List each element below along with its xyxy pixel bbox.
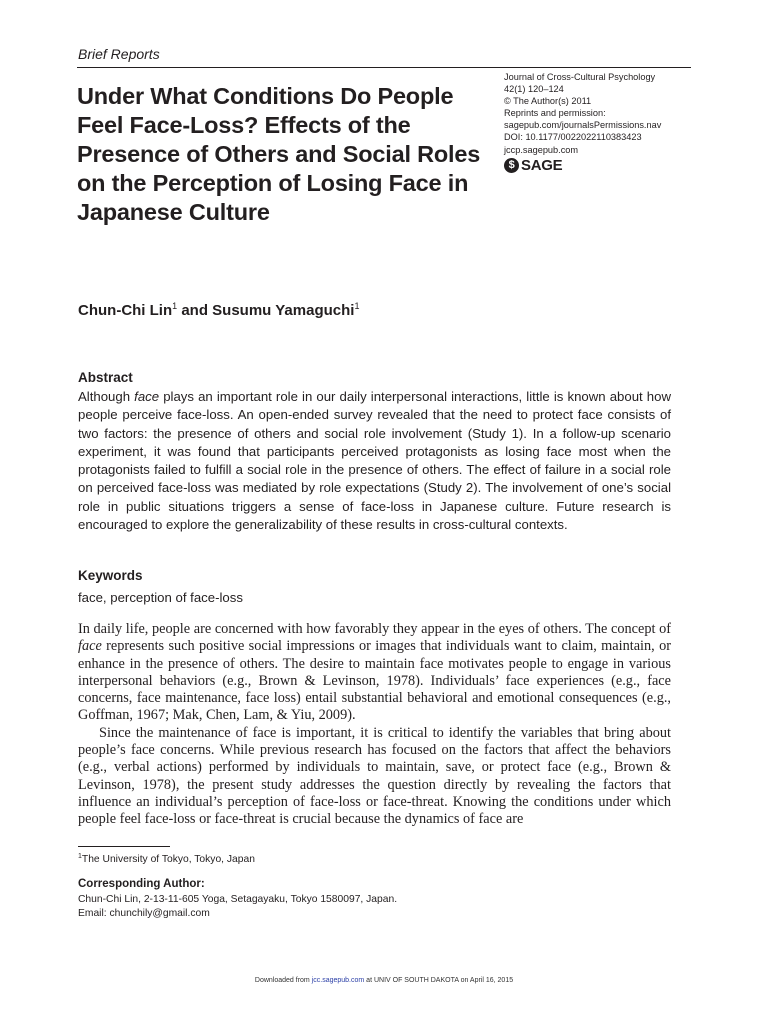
permissions-link[interactable]: sagepub.com/journalsPermissions.nav xyxy=(504,120,662,131)
sage-logo xyxy=(504,157,562,174)
affiliation-mark: 1 xyxy=(172,301,178,311)
affiliation-footnote xyxy=(78,853,255,865)
author-list xyxy=(78,301,359,319)
abstract-lead: Although xyxy=(78,389,135,404)
affiliation-text: The University of Tokyo, Tokyo, Japan xyxy=(81,854,255,865)
paragraph-part: In daily life, people are concerned with how favorably they appear in the eyes of others. The concept of xyxy=(78,621,671,637)
author-name: Chun-Chi Lin xyxy=(78,302,173,319)
corresponding-author-email[interactable]: Email: chunchily@gmail.com xyxy=(78,908,210,919)
affiliation-mark: 1 xyxy=(78,853,82,860)
author-name: Susumu Yamaguchi xyxy=(212,302,355,319)
download-note-lead: Downloaded from xyxy=(254,977,312,984)
abstract-rest: plays an important role in our daily interpersonal interactions, little is known about how people perceive face-loss. An open-ended survey revealed that the need to protect face consists of two factors: the presence of others and social role involvement (Study 1). In a follow-up scenario experiment, it was found that participants perceived protagonists as losing face most when the protagonists failed to fulfill a social role in the presence of others. The effect of failure in a social role on perceived face-loss was mediated by role expectations (Study 2). The involvement of one’s social role in public situations triggers a sense of face-loss in Japanese culture. Future research is encouraged to explore the generalizability of these results in cross-cultural contexts. xyxy=(78,389,671,533)
journal-name: Journal of Cross-Cultural Psychology xyxy=(504,72,656,82)
reprints-label: Reprints and permission: xyxy=(504,108,606,119)
download-note xyxy=(0,977,768,984)
header-rule xyxy=(77,67,691,68)
journal-site-link[interactable]: jccp.sagepub.com xyxy=(504,144,579,155)
paragraph xyxy=(78,621,671,725)
corresponding-author-address: Chun-Chi Lin, 2-13-11-605 Yoga, Setagayaku, Tokyo 1580097, Japan. xyxy=(78,894,398,905)
doi[interactable]: DOI: 10.1177/0022022110383423 xyxy=(504,132,642,143)
author-conjunction: and xyxy=(177,302,213,319)
journal-issue: 42(1) 120–124 xyxy=(504,84,564,95)
footnote-rule xyxy=(78,846,170,847)
paragraph: Since the maintenance of face is important, it is critical to identify the variables that bring about people’s face concerns. While previous research has focused on the factors that affect the behaviors (e.g., verbal actions) performed by individuals to maintain, save, or protect face (e.g., Brown & Levinson, 1978), the present study addresses the question directly by revealing the factors that influence an individual’s perception of face-loss or face-threat. Knowing the conditions under which people feel face-loss or face-threat is crucial because the dynamics of face are xyxy=(78,724,671,828)
abstract-italic-term: face xyxy=(134,389,160,404)
abstract-text xyxy=(78,388,671,534)
download-note-tail: at UNIV OF SOUTH DAKOTA on April 16, 2015 xyxy=(364,977,514,984)
corresponding-author-heading: Corresponding Author: xyxy=(78,878,205,890)
abstract-heading: Abstract xyxy=(78,370,133,385)
keywords-text: face, perception of face-loss xyxy=(78,590,243,605)
download-source-link[interactable]: jcc.sagepub.com xyxy=(311,977,365,984)
sage-logo-text: SAGE xyxy=(521,157,563,174)
affiliation-mark: 1 xyxy=(354,301,360,311)
body-text xyxy=(78,621,671,829)
paragraph-part: represents such positive social impressions or images that individuals want to claim, maintain, or enhance in the presence of others. The desire to maintain face motivates people to engage in various interpersonal behaviors (e.g., Brown & Levinson, 1978). Individuals’ face experiences (e.g., face concerns, face maintenance, face loss) entail substantial behavioral and emotional consequences (e.g., Goffman, 1967; Mak, Chen, Lam, & Yiu, 2009). xyxy=(78,638,671,724)
journal-info xyxy=(504,71,661,156)
section-label: Brief Reports xyxy=(78,46,160,62)
keywords-heading: Keywords xyxy=(78,568,143,583)
article-title: Under What Conditions Do People Feel Face-Loss? Effects of the Presence of Others and Social Roles on the Perception of Losing Face in Japanese Culture xyxy=(77,83,481,225)
italic-term: face xyxy=(78,638,102,655)
copyright: © The Author(s) 2011 xyxy=(504,96,592,107)
sage-logo-icon: $ xyxy=(504,158,519,173)
